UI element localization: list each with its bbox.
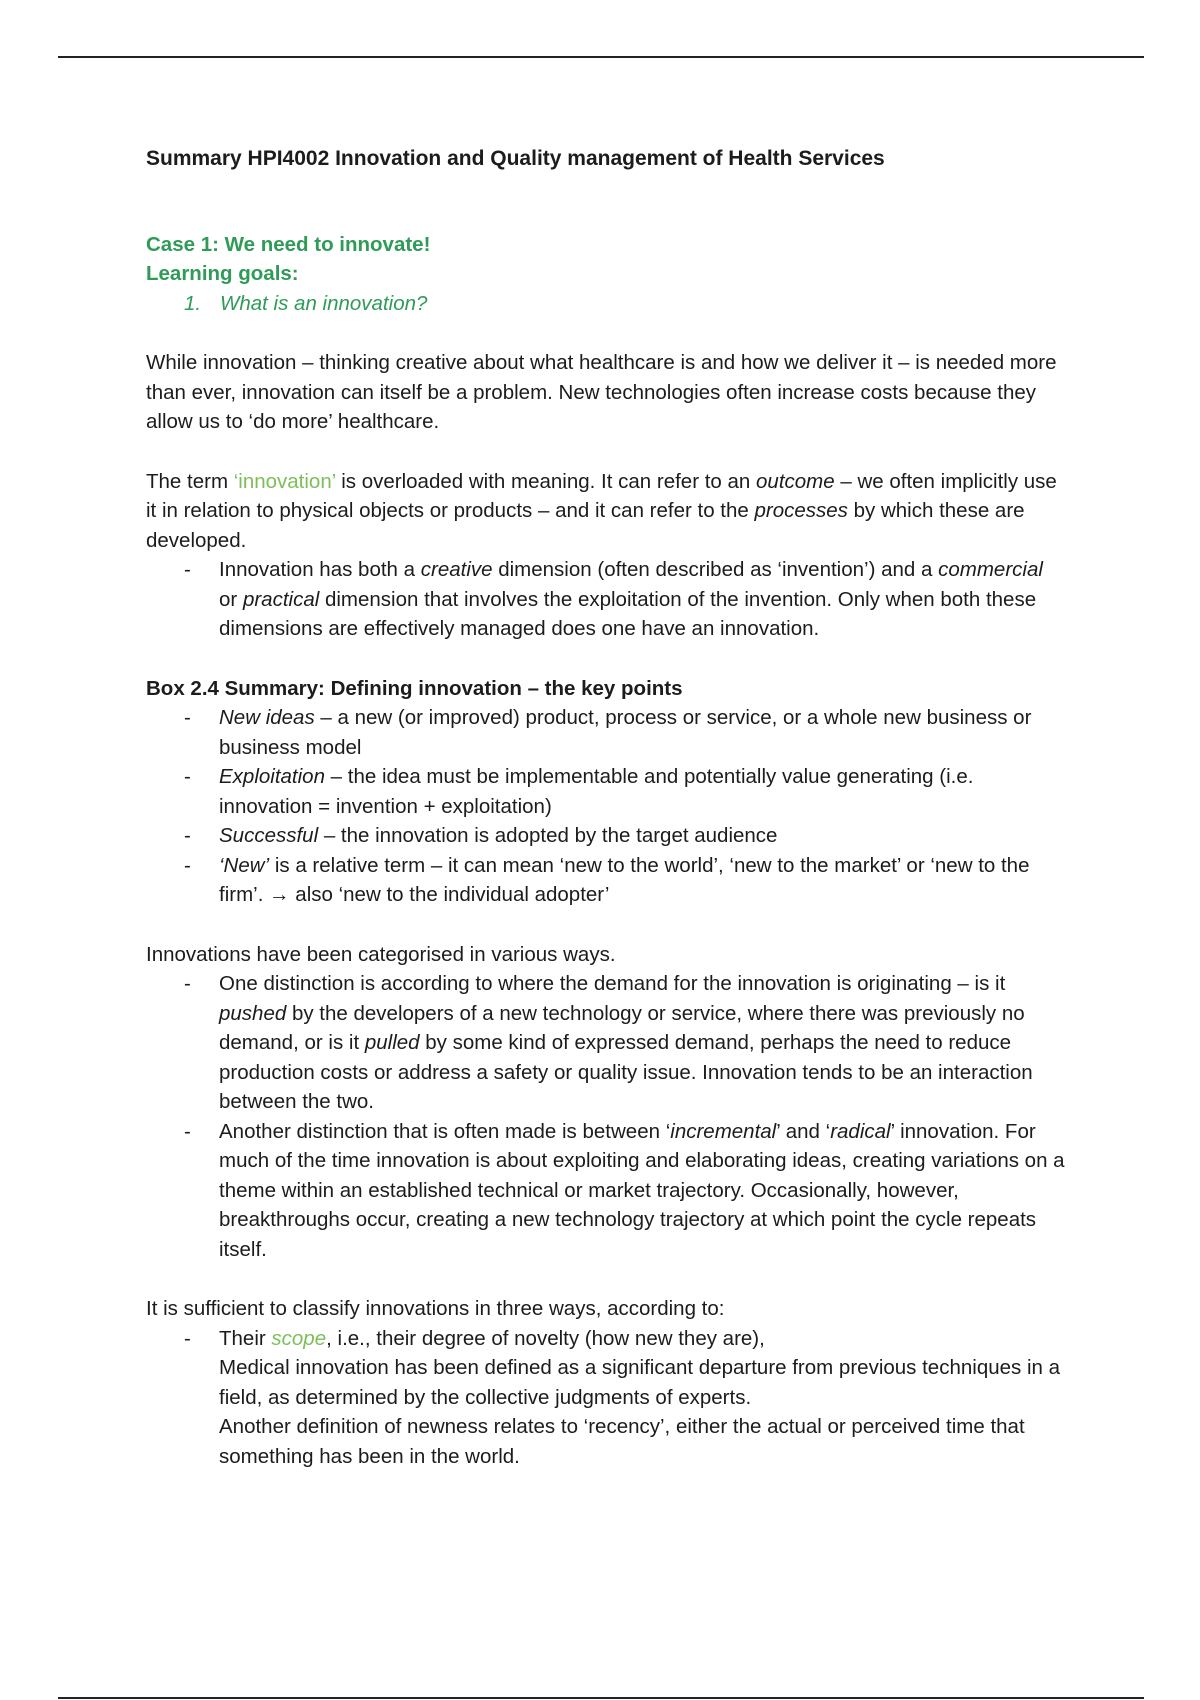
- categorisation-list: [146, 969, 1066, 1264]
- list-item: - New ideas – a new (or improved) product, process or service, or a whole new business or business model: [146, 703, 1066, 762]
- list-item: - One distinction is according to where the demand for the innovation is originating – is it pushed by the developers of a new technology or service, where there was previously no demand, or is it pulled by some kind of expressed demand, perhaps the need to reduce production costs or address a safety or quality issue. Innovation tends to be an interaction between the two.: [146, 969, 1066, 1117]
- key-points-list: [146, 703, 1066, 910]
- list-item: - ‘New’ is a relative term – it can mean ‘new to the world’, ‘new to the market’ or ‘new to the firm’. → also ‘new to the individual adopter’: [146, 851, 1066, 910]
- header-rule: [58, 56, 1144, 58]
- learning-goals-heading: Learning goals:: [146, 262, 299, 285]
- paragraph-classify: It is sufficient to classify innovations in three ways, according to:: [146, 1297, 725, 1320]
- dimension-list: [146, 555, 1066, 644]
- list-item: - Their scope, i.e., their degree of novelty (how new they are), Medical innovation has been defined as a significant departure from previous techniques in a field, as determined by the collective judgments of experts. Another definition of newness relates to ‘recency’, either the actual or perceived time that something has been in the world.: [146, 1324, 1066, 1472]
- highlight-innovation: ‘innovation’: [233, 469, 336, 493]
- document-title: Summary HPI4002 Innovation and Quality management of Health Services: [146, 147, 885, 170]
- document-page: [146, 144, 1066, 1471]
- list-item: - Exploitation – the idea must be implementable and potentially value generating (i.e. innovation = invention + exploitation): [146, 762, 1066, 821]
- list-item: - Another distinction that is often made is between ‘incremental’ and ‘radical’ innovation. For much of the time innovation is about exploiting and elaborating ideas, creating variations on a theme within an established technical or market trajectory. Occasionally, however, breakthroughs occur, creating a new technology trajectory at which point the cycle repeats itself.: [146, 1117, 1066, 1265]
- paragraph-term-innovation: The term ‘innovation’ is overloaded with meaning. It can refer to an outcome – we often implicitly use it in relation to physical objects or products – and it can refer to the processes by which these are developed.: [146, 469, 1057, 552]
- box-summary-title: Box 2.4 Summary: Defining innovation – the key points: [146, 676, 683, 700]
- learning-goal-item: 1. What is an innovation?: [184, 291, 428, 315]
- footer-rule: [58, 1697, 1144, 1699]
- highlight-scope: scope: [271, 1326, 327, 1350]
- list-item: - Innovation has both a creative dimension (often described as ‘invention’) and a commercial or practical dimension that involves the exploitation of the invention. Only when both these dimensions are effectively managed does one have an innovation.: [146, 555, 1066, 644]
- paragraph-categorised: Innovations have been categorised in various ways.: [146, 942, 616, 966]
- list-item: - Successful – the innovation is adopted by the target audience: [146, 821, 1066, 851]
- classification-list: [146, 1324, 1066, 1472]
- paragraph-innovation-need: While innovation – thinking creative about what healthcare is and how we deliver it – is needed more than ever, innovation can itself be a problem. New technologies often increase costs because they allow us to ‘do more’ healthcare.: [146, 351, 1057, 433]
- case-heading: Case 1: We need to innovate!: [146, 232, 431, 256]
